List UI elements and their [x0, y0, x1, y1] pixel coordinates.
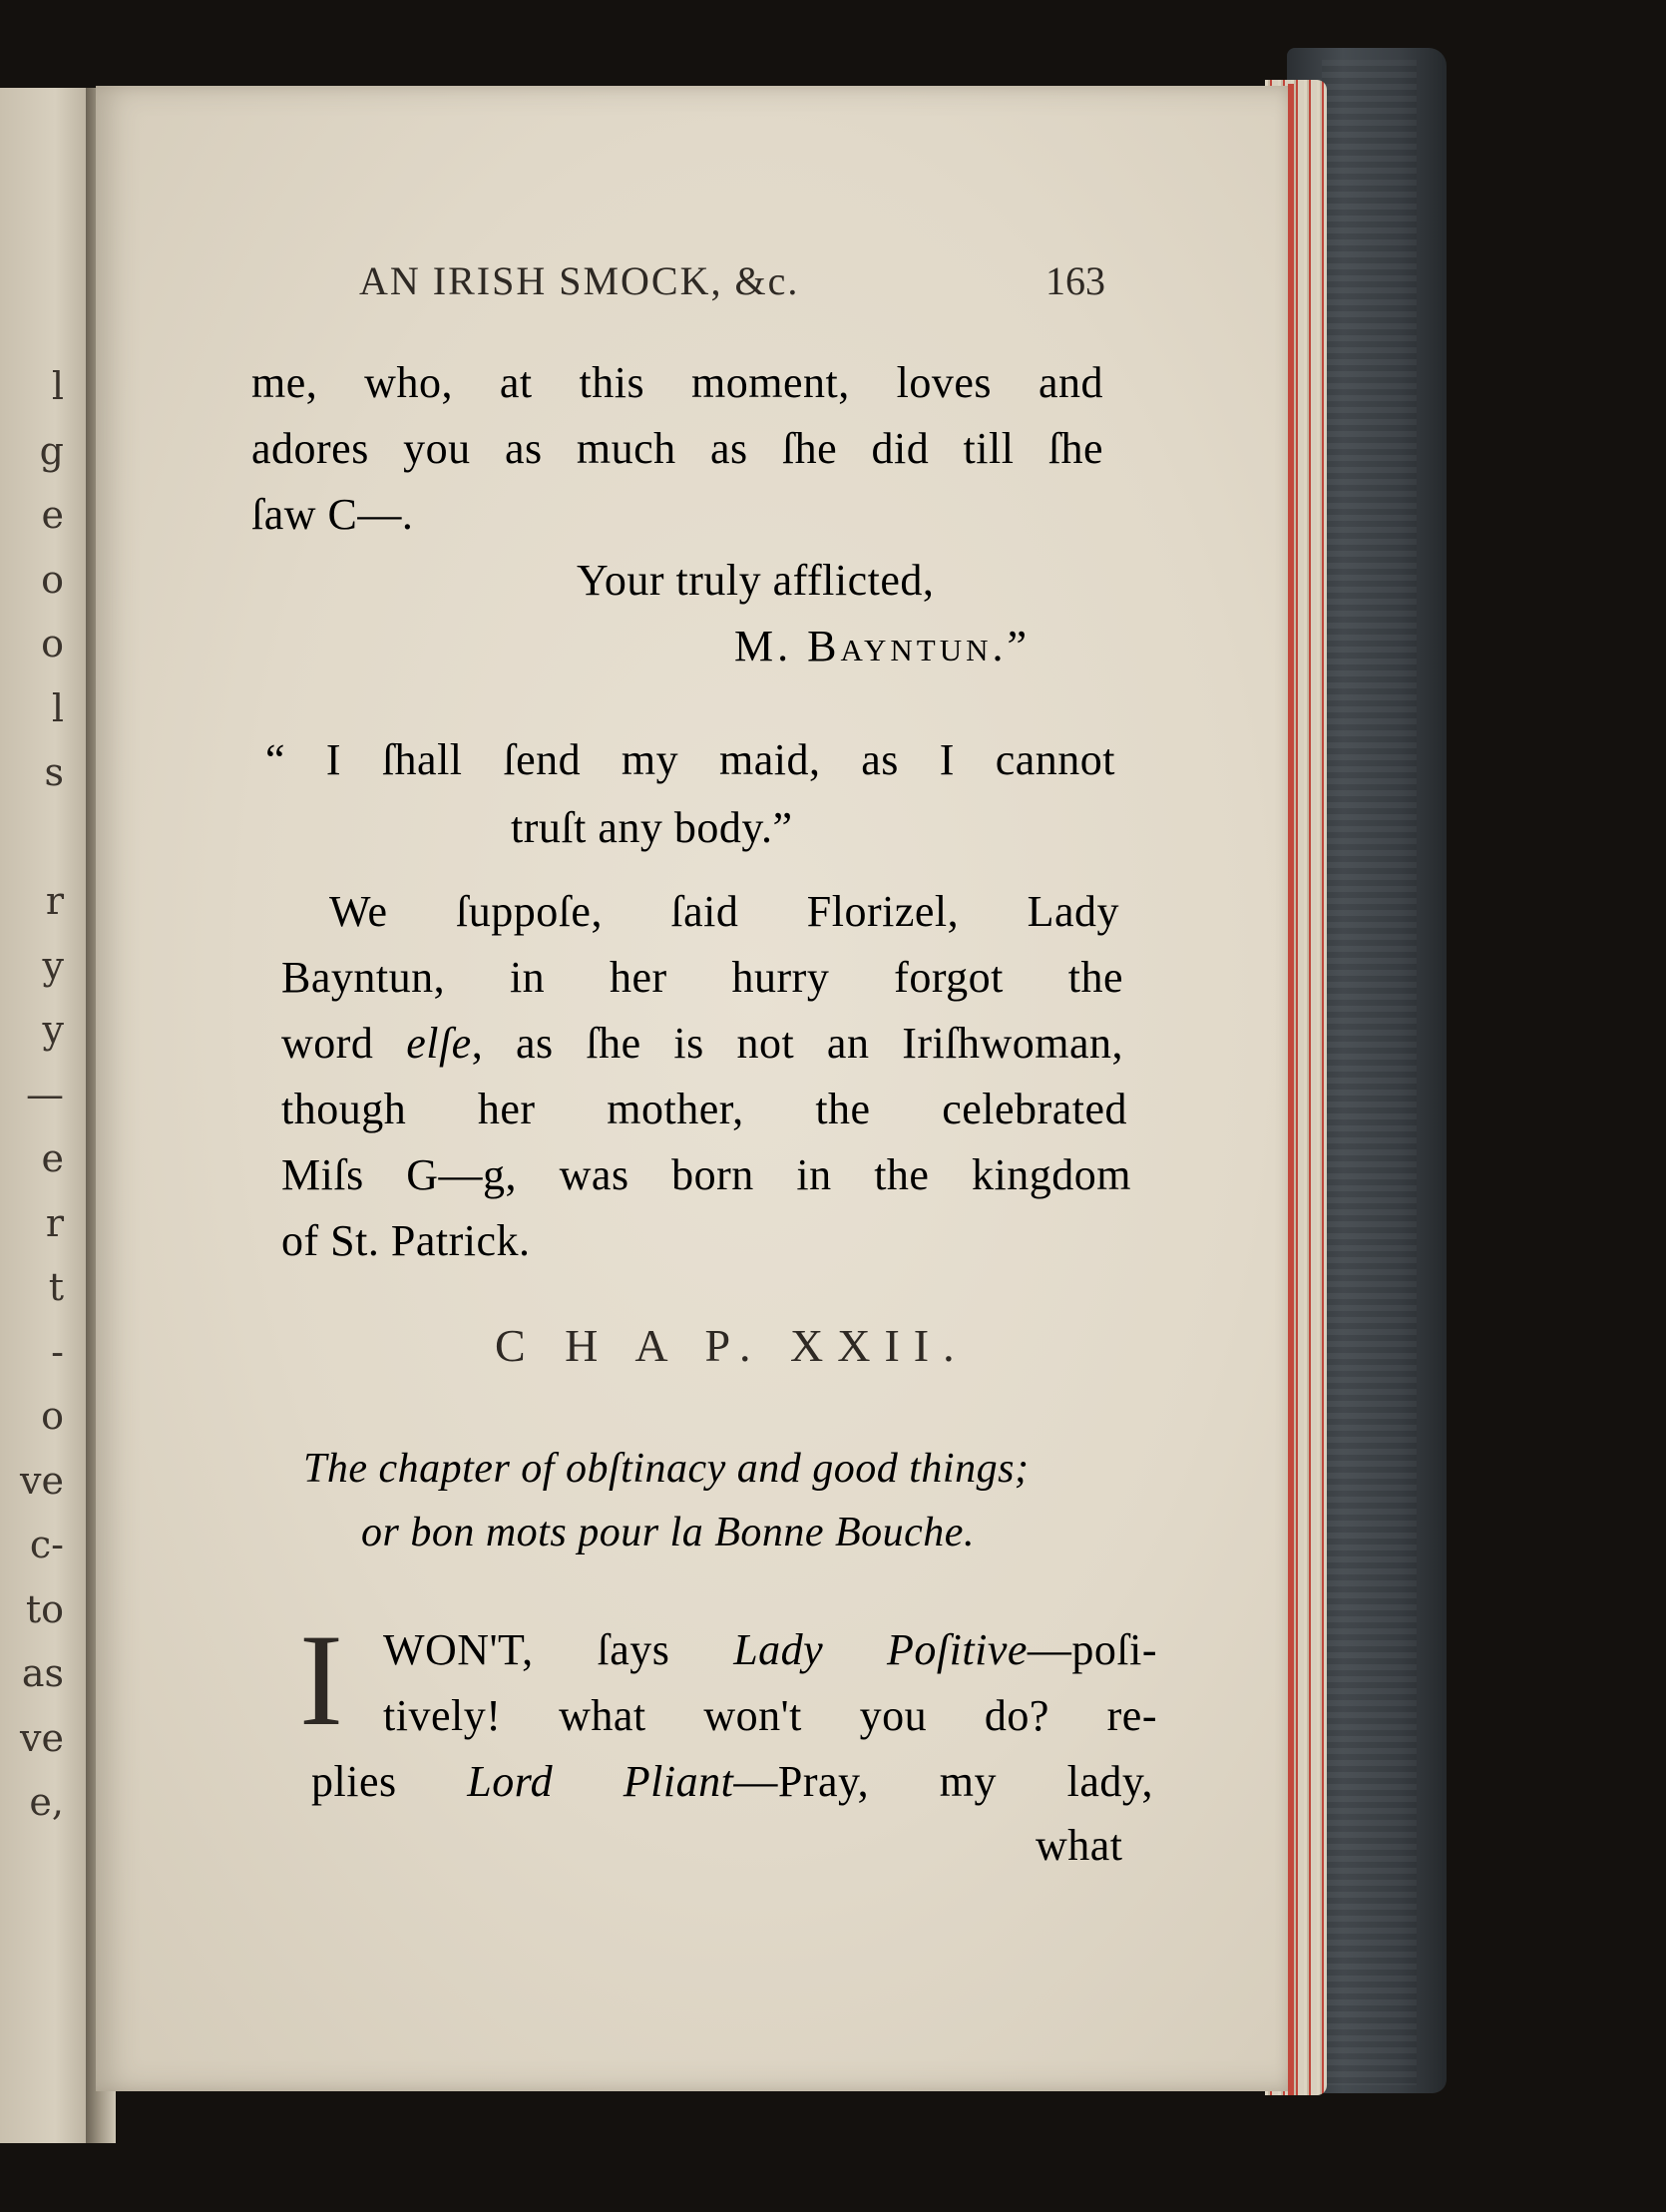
opening-text: —Pray, my lady, — [733, 1757, 1153, 1806]
paragraph-text: , as ſhe is not an Iriſhwoman, — [471, 1019, 1123, 1068]
letter-line-2: adores you as much as ſhe did till ſhe — [251, 424, 1103, 473]
running-title: AN IRISH SMOCK, &c. — [359, 258, 800, 303]
left-fragment: t — [48, 1265, 64, 1309]
drop-cap: I — [299, 1606, 343, 1753]
left-fragment: g — [39, 428, 64, 473]
paragraph-line-5: Miſs G—g, was born in the kingdom — [281, 1150, 1131, 1199]
left-fragment: o — [41, 622, 64, 665]
catchword: what — [1036, 1821, 1123, 1870]
letter-line-3: ſaw C—. — [251, 490, 414, 539]
left-fragment: l — [51, 364, 64, 408]
opening-italic-name: Lord Pliant — [467, 1757, 734, 1806]
paragraph-italic-word: elſe — [406, 1019, 472, 1068]
page-number: 163 — [1045, 258, 1105, 303]
left-page-text-fragments — [0, 354, 70, 1835]
left-fragment: l — [51, 685, 64, 730]
paragraph-line-3 — [281, 1018, 1123, 1069]
chapter-subtitle-line-1: The chapter of obſtinacy and good things; — [303, 1446, 1030, 1492]
left-fragment: r — [45, 879, 64, 923]
chapter-subtitle-line-2: or bon mots pour la Bonne Bouche. — [361, 1510, 975, 1555]
left-fragment: s — [44, 750, 64, 794]
left-fragment: — — [26, 1072, 64, 1116]
opening-text: —poſi- — [1027, 1625, 1157, 1674]
postscript-line-1: “ I ſhall ſend my maid, as I cannot — [265, 735, 1115, 784]
left-fragment: o — [41, 1394, 64, 1438]
left-fragment: ve — [20, 1458, 64, 1503]
paragraph-line-2: Bayntun, in her hurry forgot the — [281, 953, 1123, 1002]
left-fragment: r — [45, 1200, 64, 1245]
left-fragment: y — [42, 943, 64, 988]
opening-line-3 — [311, 1756, 1153, 1807]
left-fragment: e, — [29, 1780, 64, 1824]
red-page-edge — [1288, 84, 1294, 2095]
left-fragment: - — [51, 1329, 64, 1374]
cover-texture — [1322, 60, 1417, 2085]
left-fragment: c- — [29, 1523, 64, 1566]
opening-text: plies — [311, 1757, 468, 1806]
opening-line-1 — [383, 1624, 1157, 1675]
left-fragment: e — [41, 493, 64, 537]
left-fragment: ve — [20, 1715, 64, 1760]
left-fragment: to — [25, 1586, 64, 1631]
left-fragment — [0, 805, 64, 870]
paragraph-text: word — [281, 1019, 407, 1068]
letter-signature: M. Bayntun.” — [734, 622, 1032, 670]
opening-line-2: tively! what won't you do? re- — [383, 1691, 1157, 1740]
opening-text: WON'T, ſays — [383, 1625, 734, 1674]
left-fragment: as — [21, 1651, 64, 1695]
paragraph-line-1: We ſuppoſe, ſaid Florizel, Lady — [329, 887, 1119, 936]
paragraph-line-6: of St. Patrick. — [281, 1216, 531, 1265]
paragraph-line-4: though her mother, the celebrated — [281, 1085, 1127, 1133]
left-fragment: e — [41, 1136, 64, 1180]
letter-line-1: me, who, at this moment, loves and — [251, 358, 1103, 407]
chapter-heading: C H A P. XXII. — [495, 1320, 969, 1371]
postscript-line-2: truſt any body.” — [511, 803, 793, 852]
left-fragment: o — [41, 557, 64, 602]
letter-closing: Your truly afflicted, — [577, 556, 935, 605]
left-fragment: y — [42, 1008, 64, 1052]
opening-italic-name: Lady Poſitive — [733, 1625, 1028, 1674]
